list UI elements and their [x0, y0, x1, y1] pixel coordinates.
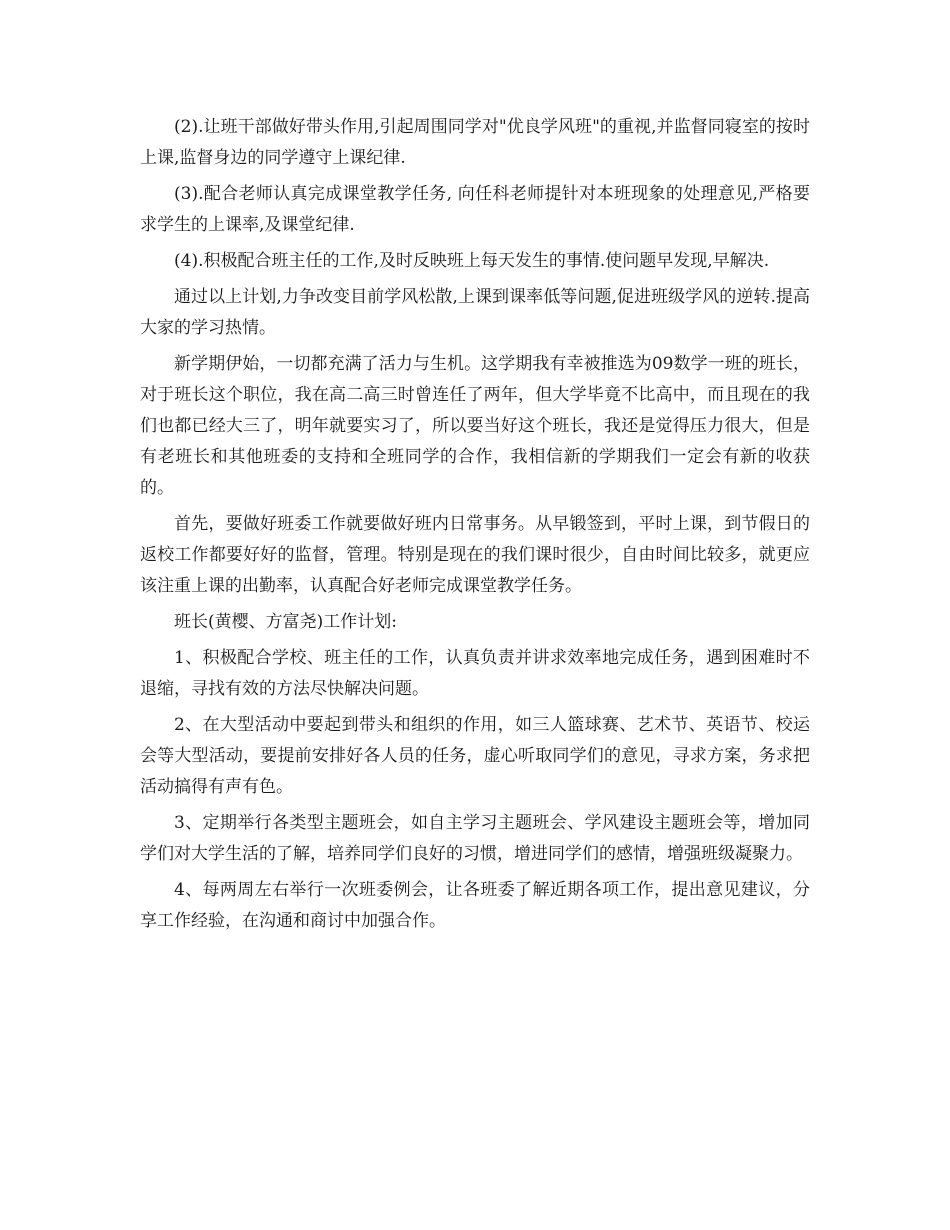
paragraph-3: (4).积极配合班主任的工作,及时反映班上每天发生的事情.使问题早发现,早解决. [174, 251, 770, 271]
paragraph-8: 1、积极配合学校、班主任的工作，认真负责并讲求效率地完成任务，遇到困难时不退缩，寻找有效的方法尽快解决问题。 [140, 648, 810, 699]
paragraph-5: 新学期伊始，一切都充满了活力与生机。这学期我有幸被推选为09数学一班的班长，对于班长这个职位，我在高二高三时曾连任了两年，但大学毕竟不比高中，而且现在的我们也都已经大三了，明年就要实习了，所以要当好这个班长，我还是觉得压力很大，但是有老班长和其他班委的支持和全班同学的合作，我相信新的学期我们一定会有新的收获的。 [140, 354, 810, 498]
paragraph-9: 2、在大型活动中要起到带头和组织的作用，如三人篮球赛、艺术节、英语节、校运会等大型活动，要提前安排好各人员的任务，虚心听取同学们的意见，寻求方案，务求把活动搞得有声有色。 [140, 715, 810, 797]
paragraph-2: (3).配合老师认真完成课堂教学任务, 向任科老师提针对本班现象的处理意见,严格要求学生的上课率,及课堂纪律. [140, 184, 810, 235]
paragraph-7: 班长(黄樱、方富尧)工作计划: [174, 612, 397, 632]
paragraph-10: 3、定期举行各类型主题班会，如自主学习主题班会、学风建设主题班会等，增加同学们对大学生活的了解，培养同学们良好的习惯，增进同学们的感情，增强班级凝聚力。 [140, 813, 810, 864]
document-body [140, 112, 810, 942]
paragraph-1: (2).让班干部做好带头作用,引起周围同学对"优良学风班"的重视,并监督同寝室的按时上课,监督身边的同学遵守上课纪律. [140, 117, 810, 168]
paragraph-4: 通过以上计划,力争改变目前学风松散,上课到课率低等问题,促进班级学风的逆转.提高大家的学习热情。 [140, 287, 810, 338]
paragraph-11: 4、每两周左右举行一次班委例会，让各班委了解近期各项工作，提出意见建议，分享工作经验，在沟通和商讨中加强合作。 [140, 880, 810, 931]
paragraph-6: 首先，要做好班委工作就要做好班内日常事务。从早锻签到，平时上课，到节假日的返校工作都要好好的监督，管理。特别是现在的我们课时很少，自由时间比较多，就更应该注重上课的出勤率，认真配合好老师完成课堂教学任务。 [140, 514, 810, 596]
